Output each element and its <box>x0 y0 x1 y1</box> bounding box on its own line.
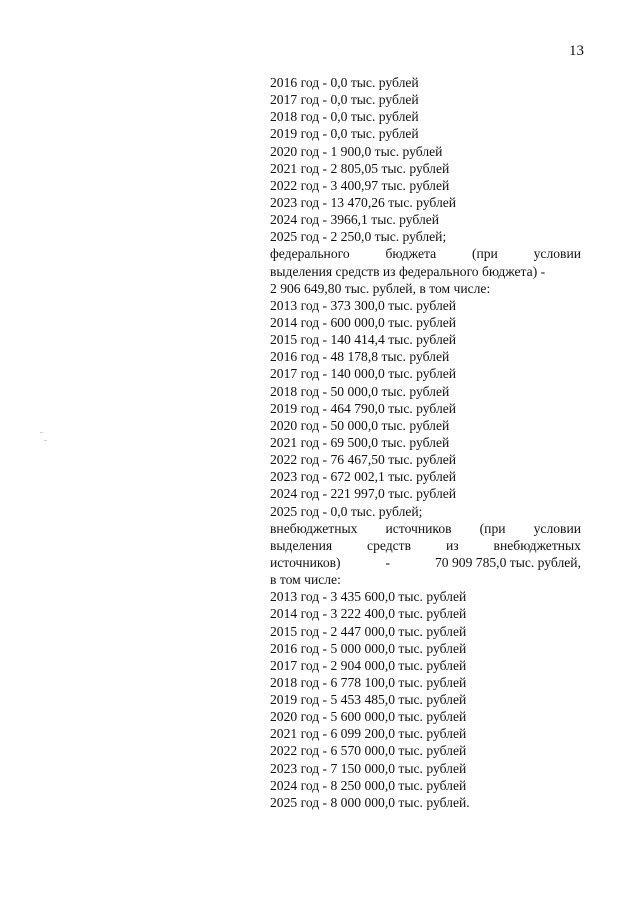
word: 70 909 785,0 тыс. рублей, <box>435 554 581 570</box>
federal-year-line: 2021 год - 69 500,0 тыс. рублей <box>270 434 450 450</box>
federal-year-line: 2016 год - 48 178,8 тыс. рублей <box>270 349 450 365</box>
federal-total-line: 2 906 649,80 тыс. рублей, в том числе: <box>270 280 491 296</box>
extrabudgetary-year-line: 2016 год - 5 000 000,0 тыс. рублей <box>270 640 467 656</box>
federal-year-line: 2014 год - 600 000,0 тыс. рублей <box>270 314 457 330</box>
scan-mark <box>44 440 47 441</box>
word: средств <box>367 537 412 553</box>
word: источников) <box>270 554 341 570</box>
funding-text <box>270 74 581 811</box>
extrabudgetary-year-line: 2019 год - 5 453 485,0 тыс. рублей <box>270 692 467 708</box>
extrabudgetary-year-line: 2018 год - 6 778 100,0 тыс. рублей <box>270 674 467 690</box>
word: условии <box>533 520 581 536</box>
local-year-line: 2019 год - 0,0 тыс. рублей <box>270 126 419 142</box>
federal-year-line: 2023 год - 672 002,1 тыс. рублей <box>270 469 457 485</box>
word: (при <box>479 520 506 536</box>
word: условии <box>533 246 581 262</box>
extrabudgetary-year-line: 2020 год - 5 600 000,0 тыс. рублей <box>270 709 467 725</box>
local-year-line: 2020 год - 1 900,0 тыс. рублей <box>270 143 443 159</box>
federal-year-line: 2020 год - 50 000,0 тыс. рублей <box>270 417 450 433</box>
page-number: 13 <box>569 43 584 59</box>
extrabudgetary-including-line: в том числе: <box>270 572 341 588</box>
word: выделения <box>270 537 333 553</box>
extrabudgetary-year-line: 2022 год - 6 570 000,0 тыс. рублей <box>270 743 467 759</box>
local-year-line: 2018 год - 0,0 тыс. рублей <box>270 109 419 125</box>
extrabudgetary-year-line: 2015 год - 2 447 000,0 тыс. рублей <box>270 623 467 639</box>
federal-year-line: 2019 год - 464 790,0 тыс. рублей <box>270 400 457 416</box>
word: источников <box>385 520 452 536</box>
word: федерального <box>270 246 350 262</box>
extrabudgetary-total-line <box>270 554 581 571</box>
local-year-line: 2025 год - 2 250,0 тыс. рублей; <box>270 229 447 245</box>
extrabudgetary-year-line: 2014 год - 3 222 400,0 тыс. рублей <box>270 606 467 622</box>
federal-year-line: 2013 год - 373 300,0 тыс. рублей <box>270 297 457 313</box>
federal-condition-line: выделения средств из федерального бюджета) - <box>270 263 546 279</box>
word: внебюджетных <box>270 520 358 536</box>
federal-year-line: 2024 год - 221 997,0 тыс. рублей <box>270 486 457 502</box>
local-year-line: 2023 год - 13 470,26 тыс. рублей <box>270 194 457 210</box>
local-year-line: 2017 год - 0,0 тыс. рублей <box>270 92 419 108</box>
local-year-line: 2024 год - 3966,1 тыс. рублей <box>270 212 440 228</box>
extrabudgetary-year-line: 2017 год - 2 904 000,0 тыс. рублей <box>270 657 467 673</box>
federal-year-line: 2015 год - 140 414,4 тыс. рублей <box>270 332 457 348</box>
scan-mark <box>40 432 43 433</box>
word: (при <box>471 246 498 262</box>
federal-year-line: 2018 год - 50 000,0 тыс. рублей <box>270 383 450 399</box>
local-year-line: 2021 год - 2 805,05 тыс. рублей <box>270 160 450 176</box>
word: из <box>445 537 459 553</box>
word: бюджета <box>385 246 437 262</box>
word: - <box>385 554 391 570</box>
extrabudgetary-year-line: 2013 год - 3 435 600,0 тыс. рублей <box>270 589 467 605</box>
extrabudgetary-year-line: 2023 год - 7 150 000,0 тыс. рублей <box>270 760 467 776</box>
federal-heading-line <box>270 245 581 262</box>
word: внебюджетных <box>493 537 581 553</box>
extrabudgetary-year-line: 2021 год - 6 099 200,0 тыс. рублей <box>270 726 467 742</box>
federal-year-line: 2025 год - 0,0 тыс. рублей; <box>270 503 423 519</box>
extrabudgetary-condition-line <box>270 537 581 554</box>
extrabudgetary-heading-line <box>270 520 581 537</box>
local-year-line: 2016 год - 0,0 тыс. рублей <box>270 75 419 90</box>
extrabudgetary-year-line: 2025 год - 8 000 000,0 тыс. рублей. <box>270 794 470 810</box>
local-year-line: 2022 год - 3 400,97 тыс. рублей <box>270 177 450 193</box>
extrabudgetary-year-line: 2024 год - 8 250 000,0 тыс. рублей <box>270 777 467 793</box>
federal-year-line: 2022 год - 76 467,50 тыс. рублей <box>270 452 457 468</box>
federal-year-line: 2017 год - 140 000,0 тыс. рублей <box>270 366 457 382</box>
